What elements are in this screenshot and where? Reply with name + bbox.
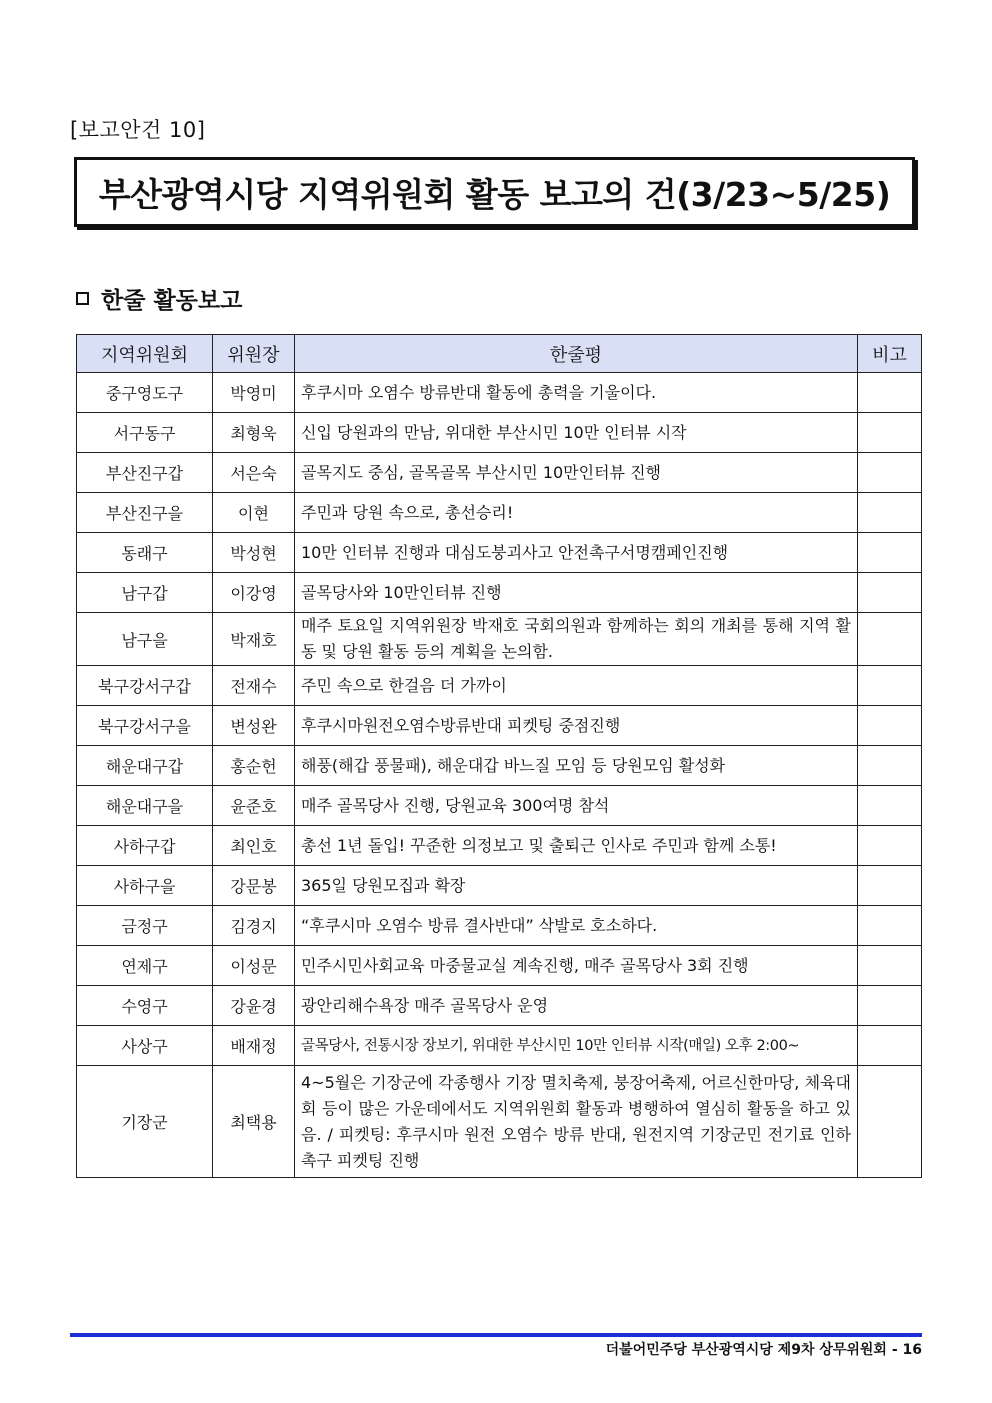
- cell-committee: 동래구: [77, 533, 213, 573]
- cell-note: [858, 373, 922, 413]
- cell-committee: 남구을: [77, 613, 213, 666]
- cell-comment: 후쿠시마원전오염수방류반대 피켓팅 중점진행: [295, 706, 858, 746]
- page-title: 부산광역시당 지역위원회 활동 보고의 건(3/23~5/25): [98, 174, 891, 214]
- cell-comment: 매주 골목당사 진행, 당원교육 300여명 참석: [295, 786, 858, 826]
- cell-comment: 골목지도 중심, 골목골목 부산시민 10만인터뷰 진행: [295, 453, 858, 493]
- table-row: [77, 746, 922, 786]
- cell-chair: 최택용: [213, 1066, 295, 1178]
- cell-committee: 남구갑: [77, 573, 213, 613]
- cell-comment: 365일 당원모집과 확장: [295, 866, 858, 906]
- cell-comment: 4~5월은 기장군에 각종행사 기장 멸치축제, 붕장어축제, 어르신한마당, 체육대회 등이 많은 가운데에서도 지역위원회 활동과 병행하여 열심히 활동을 하고 있음. / 피켓팅: 후쿠시마 원전 오염수 방류 반대, 원전지역 기장군민 전기료 인하 촉구 피켓팅 진행: [295, 1066, 858, 1178]
- table-row: [77, 613, 922, 666]
- cell-comment: 해풍(해갑 풍물패), 해운대갑 바느질 모임 등 당원모임 활성화: [295, 746, 858, 786]
- cell-note: [858, 706, 922, 746]
- table-row: [77, 906, 922, 946]
- cell-committee: 금정구: [77, 906, 213, 946]
- cell-comment: 민주시민사회교육 마중물교실 계속진행, 매주 골목당사 3회 진행: [295, 946, 858, 986]
- cell-comment: 10만 인터뷰 진행과 대심도붕괴사고 안전촉구서명캠페인진행: [295, 533, 858, 573]
- agenda-label: [보고안건 10]: [70, 118, 206, 142]
- cell-committee: 연제구: [77, 946, 213, 986]
- cell-chair: 최인호: [213, 826, 295, 866]
- cell-chair: 이현: [213, 493, 295, 533]
- cell-chair: 서은숙: [213, 453, 295, 493]
- table-row: [77, 986, 922, 1026]
- table-row: [77, 413, 922, 453]
- section-heading: [76, 282, 242, 315]
- table-header-row: [77, 335, 922, 373]
- cell-note: [858, 1066, 922, 1178]
- cell-chair: 박재호: [213, 613, 295, 666]
- cell-note: [858, 1026, 922, 1066]
- cell-note: [858, 613, 922, 666]
- cell-committee: 해운대구갑: [77, 746, 213, 786]
- table-row: [77, 866, 922, 906]
- section-heading-label: 한줄 활동보고: [101, 288, 243, 314]
- footer-divider: [70, 1333, 922, 1337]
- cell-comment: 주민과 당원 속으로, 총선승리!: [295, 493, 858, 533]
- cell-note: [858, 666, 922, 706]
- cell-comment: 골목당사와 10만인터뷰 진행: [295, 573, 858, 613]
- cell-chair: 윤준호: [213, 786, 295, 826]
- cell-chair: 홍순헌: [213, 746, 295, 786]
- footer-text: 더불어민주당 부산광역시당 제9차 상무위원회 - 16: [605, 1342, 922, 1358]
- header-comment: 한줄평: [295, 335, 858, 373]
- cell-note: [858, 453, 922, 493]
- cell-chair: 변성완: [213, 706, 295, 746]
- table-row: [77, 786, 922, 826]
- table-row: [77, 946, 922, 986]
- cell-committee: 부산진구갑: [77, 453, 213, 493]
- table-row: [77, 453, 922, 493]
- cell-committee: 기장군: [77, 1066, 213, 1178]
- cell-chair: 이성문: [213, 946, 295, 986]
- cell-note: [858, 826, 922, 866]
- cell-chair: 최형욱: [213, 413, 295, 453]
- table-row: [77, 573, 922, 613]
- cell-note: [858, 413, 922, 453]
- header-chair: 위원장: [213, 335, 295, 373]
- table-row: [77, 706, 922, 746]
- cell-chair: 이강영: [213, 573, 295, 613]
- cell-comment: 신입 당원과의 만남, 위대한 부산시민 10만 인터뷰 시작: [295, 413, 858, 453]
- table-row: [77, 373, 922, 413]
- checkbox-icon: [76, 292, 89, 305]
- cell-note: [858, 493, 922, 533]
- cell-comment: 총선 1년 돌입! 꾸준한 의정보고 및 출퇴근 인사로 주민과 함께 소통!: [295, 826, 858, 866]
- cell-chair: 박영미: [213, 373, 295, 413]
- cell-chair: 전재수: [213, 666, 295, 706]
- cell-committee: 서구동구: [77, 413, 213, 453]
- header-committee: 지역위원회: [77, 335, 213, 373]
- cell-committee: 부산진구을: [77, 493, 213, 533]
- table-row: [77, 493, 922, 533]
- cell-comment: 골목당사, 전통시장 장보기, 위대한 부산시민 10만 인터뷰 시작(매일) 오후 2:00~: [295, 1026, 858, 1066]
- table-row: [77, 533, 922, 573]
- cell-comment: 주민 속으로 한걸음 더 가까이: [295, 666, 858, 706]
- cell-note: [858, 906, 922, 946]
- cell-chair: 강문봉: [213, 866, 295, 906]
- cell-committee: 북구강서구을: [77, 706, 213, 746]
- cell-note: [858, 866, 922, 906]
- table-row: [77, 1066, 922, 1178]
- cell-chair: 김경지: [213, 906, 295, 946]
- table-row: [77, 826, 922, 866]
- cell-chair: 박성현: [213, 533, 295, 573]
- cell-comment: 광안리해수욕장 매주 골목당사 운영: [295, 986, 858, 1026]
- title-box: [74, 157, 915, 227]
- cell-committee: 해운대구을: [77, 786, 213, 826]
- cell-comment: 후쿠시마 오염수 방류반대 활동에 총력을 기울이다.: [295, 373, 858, 413]
- cell-note: [858, 986, 922, 1026]
- cell-committee: 수영구: [77, 986, 213, 1026]
- activity-report-table: [76, 334, 922, 1178]
- cell-note: [858, 533, 922, 573]
- cell-chair: 배재정: [213, 1026, 295, 1066]
- header-note: 비고: [858, 335, 922, 373]
- cell-note: [858, 573, 922, 613]
- cell-note: [858, 946, 922, 986]
- cell-committee: 사하구갑: [77, 826, 213, 866]
- cell-committee: 북구강서구갑: [77, 666, 213, 706]
- cell-note: [858, 786, 922, 826]
- cell-committee: 사상구: [77, 1026, 213, 1066]
- cell-comment: “후쿠시마 오염수 방류 결사반대” 삭발로 호소하다.: [295, 906, 858, 946]
- cell-comment: 매주 토요일 지역위원장 박재호 국회의원과 함께하는 회의 개최를 통해 지역 활동 및 당원 활동 등의 계획을 논의함.: [295, 613, 858, 666]
- cell-chair: 강윤경: [213, 986, 295, 1026]
- cell-note: [858, 746, 922, 786]
- table-row: [77, 1026, 922, 1066]
- cell-committee: 중구영도구: [77, 373, 213, 413]
- cell-committee: 사하구을: [77, 866, 213, 906]
- table-row: [77, 666, 922, 706]
